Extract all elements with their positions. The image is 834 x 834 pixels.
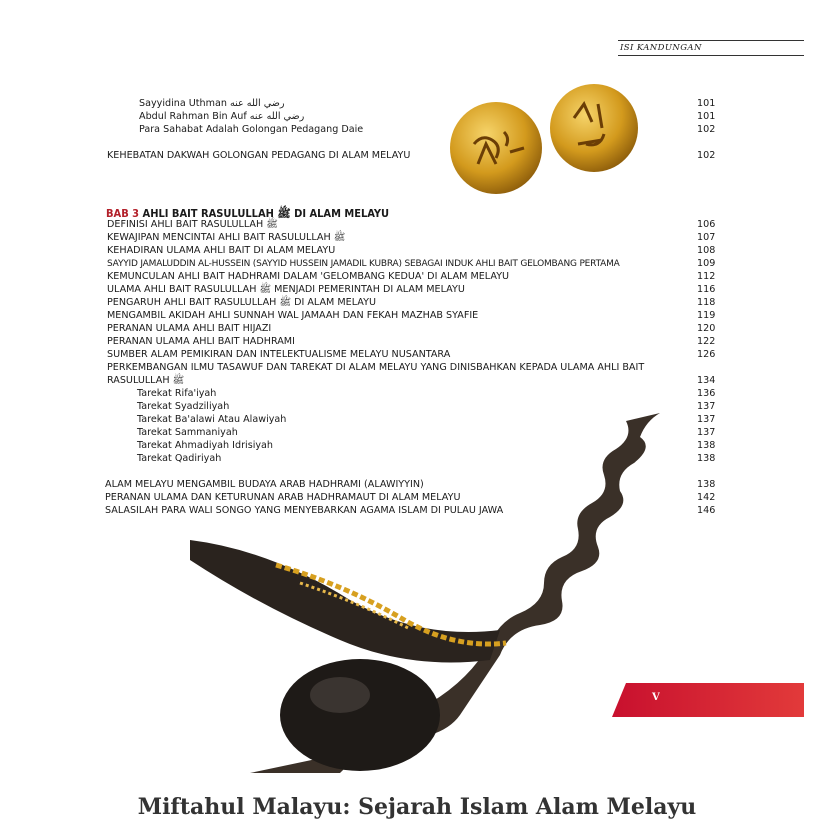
toc-entry[interactable]: MENGAMBIL AKIDAH AHLI SUNNAH WAL JAMAAH DAN FEKAH MAZHAB SYAFIE <box>107 310 479 321</box>
toc-page: 118 <box>697 297 716 308</box>
toc-entry[interactable]: Para Sahabat Adalah Golongan Pedagang Daie <box>139 124 364 135</box>
keris-hilt <box>280 659 440 771</box>
toc-entry[interactable]: Abdul Rahman Bin Auf رضي الله عنه <box>139 111 305 122</box>
header-rule-bottom <box>618 55 804 56</box>
toc-page: 119 <box>697 310 716 321</box>
toc-entry[interactable]: ULAMA AHLI BAIT RASULULLAH ﷺ MENJADI PEMERINTAH DI ALAM MELAYU <box>107 284 465 295</box>
toc-entry[interactable]: PERANAN ULAMA AHLI BAIT HADHRAMI <box>107 336 295 347</box>
toc-page: 122 <box>697 336 716 347</box>
toc-page: 137 <box>697 427 716 438</box>
toc-subentry[interactable]: Tarekat Qadiriyah <box>137 453 222 464</box>
chapter-title: AHLI BAIT RASULULLAH ﷺ DI ALAM MELAYU <box>142 207 390 220</box>
toc-entry[interactable]: KEMUNCULAN AHLI BAIT HADHRAMI DALAM 'GELOMBANG KEDUA' DI ALAM MELAYU <box>107 271 510 282</box>
keris-sheath <box>190 540 500 663</box>
toc-page: 108 <box>697 245 716 256</box>
coin-right <box>550 84 638 172</box>
toc-page: 101 <box>697 111 716 122</box>
toc-page: 102 <box>697 124 716 135</box>
toc-page: 112 <box>697 271 716 282</box>
toc-page: 102 <box>697 150 716 161</box>
toc-entry[interactable]: PERKEMBANGAN ILMU TASAWUF DAN TAREKAT DI ALAM MELAYU YANG DINISBAHKAN KEPADA ULAMA AHLI BAIT <box>107 362 645 373</box>
toc-entry[interactable]: KEWAJIPAN MENCINTAI AHLI BAIT RASULULLAH ﷺ <box>107 232 346 243</box>
toc-page: 120 <box>697 323 716 334</box>
toc-entry[interactable]: SAYYID JAMALUDDIN AL-HUSSEIN (SAYYID HUSSEIN JAMADIL KUBRA) SEBAGAI INDUK AHLI BAIT GELOMBANG PERTAMA <box>107 259 620 269</box>
toc-page: 116 <box>697 284 716 295</box>
toc-page: 134 <box>697 375 716 386</box>
toc-page: 109 <box>697 258 716 269</box>
toc-entry-continued[interactable]: RASULULLAH ﷺ <box>107 375 185 386</box>
section-label: ISI KANDUNGAN <box>620 43 702 53</box>
toc-entry[interactable]: ALAM MELAYU MENGAMBIL BUDAYA ARAB HADHRAMI (ALAWIYYIN) <box>105 479 424 490</box>
toc-page: 137 <box>697 401 716 412</box>
toc-subentry[interactable]: Tarekat Ahmadiyah Idrisiyah <box>137 440 274 451</box>
toc-entry[interactable]: SUMBER ALAM PEMIKIRAN DAN INTELEKTUALISME MELAYU NUSANTARA <box>107 349 451 360</box>
toc-page: 106 <box>697 219 716 230</box>
toc-entry[interactable]: PERANAN ULAMA AHLI BAIT HIJAZI <box>107 323 272 334</box>
toc-page: 101 <box>697 98 716 109</box>
toc-page: 107 <box>697 232 716 243</box>
toc-entry[interactable]: SALASILAH PARA WALI SONGO YANG MENYEBARKAN AGAMA ISLAM DI PULAU JAWA <box>105 505 504 516</box>
toc-page: 137 <box>697 414 716 425</box>
toc-entry[interactable]: Sayyidina Uthman رضي الله عنه <box>139 98 285 109</box>
toc-subentry[interactable]: Tarekat Sammaniyah <box>137 427 238 438</box>
book-caption: Miftahul Malayu: Sejarah Islam Alam Melayu <box>137 794 697 820</box>
page-number: V <box>652 692 660 703</box>
chapter-number: BAB 3 <box>106 207 140 220</box>
toc-entry[interactable]: KEHADIRAN ULAMA AHLI BAIT DI ALAM MELAYU <box>107 245 336 256</box>
running-header <box>618 40 804 56</box>
toc-page: 142 <box>697 492 716 503</box>
keris-image <box>190 405 680 773</box>
toc-entry[interactable]: PENGARUH AHLI BAIT RASULULLAH ﷺ DI ALAM MELAYU <box>107 297 376 308</box>
toc-page: 146 <box>697 505 716 516</box>
toc-page: 126 <box>697 349 716 360</box>
toc-page: 136 <box>697 388 716 399</box>
toc-subentry[interactable]: Tarekat Ba'alawi Atau Alawiyah <box>137 414 287 425</box>
toc-entry[interactable]: DEFINISI AHLI BAIT RASULULLAH ﷺ <box>107 219 278 230</box>
toc-entry[interactable]: PERANAN ULAMA DAN KETURUNAN ARAB HADHRAMAUT DI ALAM MELAYU <box>105 492 461 503</box>
toc-page: 138 <box>697 453 716 464</box>
folio-band <box>612 683 804 717</box>
toc-entry[interactable]: KEHEBATAN DAKWAH GOLONGAN PEDAGANG DI ALAM MELAYU <box>107 150 411 161</box>
toc-subentry[interactable]: Tarekat Rifa'iyah <box>137 388 217 399</box>
toc-page: 138 <box>697 440 716 451</box>
toc-page: 138 <box>697 479 716 490</box>
gold-coins-image <box>448 82 642 200</box>
toc-subentry[interactable]: Tarekat Syadziliyah <box>137 401 230 412</box>
coin-left <box>450 102 542 194</box>
